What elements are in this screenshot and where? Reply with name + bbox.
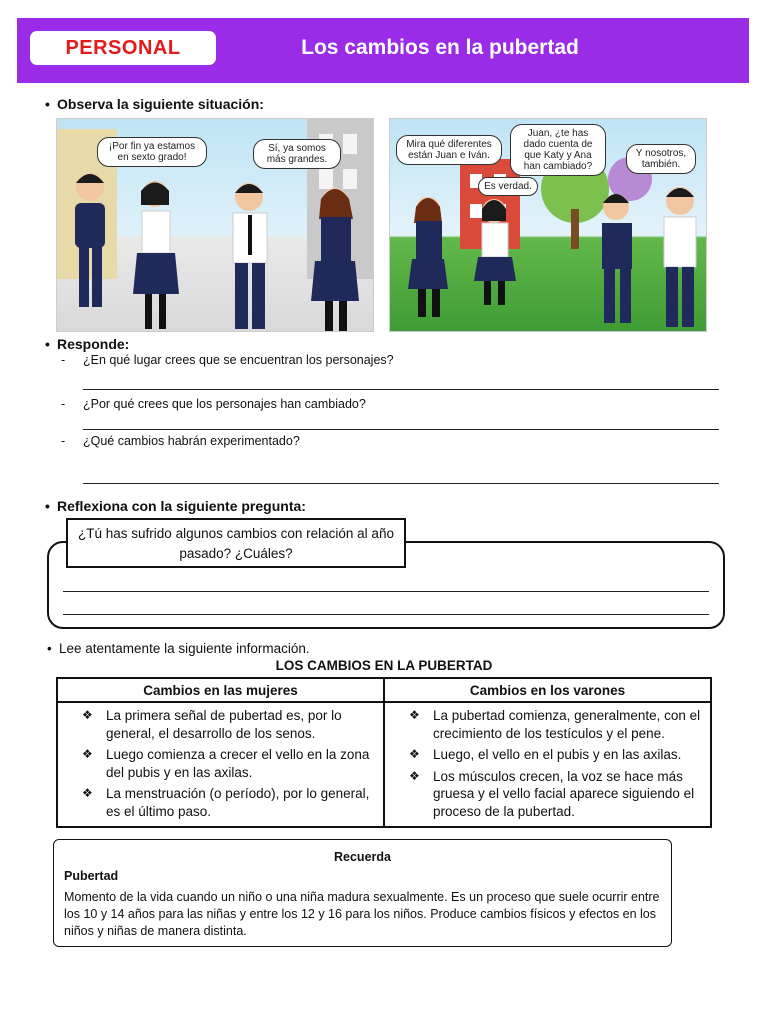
column-header-mujeres: Cambios en las mujeres	[57, 678, 384, 702]
question-2: ¿Por qué crees que los personajes han cambiado?	[83, 397, 366, 411]
recuerda-term: Pubertad	[64, 869, 119, 883]
dash-marker: -	[61, 397, 66, 411]
list-item: ❖ Luego comienza a crecer el vello en la zona del pubis y en las axilas.	[82, 747, 370, 780]
varones-list	[389, 707, 706, 820]
question-3: ¿Qué cambios habrán experimentado?	[83, 434, 300, 448]
reflection-line-2[interactable]	[63, 614, 709, 615]
comic-panel-2	[389, 118, 707, 332]
list-item: ❖ La menstruación (o período), por lo general, es el último paso.	[82, 786, 370, 819]
answer-line-3[interactable]	[83, 483, 719, 484]
speech-bubble: Es verdad.	[478, 177, 538, 196]
recuerda-definition: Momento de la vida cuando un niño o una niña madura sexualmente. Es un proceso que suele ocurrir entre los 10 y 14 años para las niñas y entre los 12 y 16 para los niños. Produce cambios físicos y efectos en los niños y niñas de manera distinta.	[64, 890, 660, 938]
diamond-bullet-icon: ❖	[409, 708, 420, 722]
varones-cell	[384, 702, 711, 827]
info-title: LOS CAMBIOS EN LA PUBERTAD	[275, 658, 493, 673]
recuerda-box	[53, 839, 672, 947]
diamond-bullet-icon: ❖	[82, 786, 93, 800]
bullet-dot-icon: •	[45, 498, 50, 514]
list-item: ❖ La primera señal de pubertad es, por lo general, el desarrollo de los senos.	[82, 708, 342, 741]
reflection-question: ¿Tú has sufrido algunos cambios con relación al año pasado? ¿Cuáles?	[66, 518, 406, 568]
list-item: ❖ La pubertad comienza, generalmente, con el crecimiento de los testículos y el pene.	[409, 708, 701, 741]
bullet-dot-icon: •	[45, 336, 50, 352]
diamond-bullet-icon: ❖	[409, 768, 420, 783]
diamond-bullet-icon: ❖	[82, 747, 93, 761]
mujeres-cell	[57, 702, 384, 827]
diamond-bullet-icon: ❖	[82, 708, 93, 722]
info-intro: • Lee atentamente la siguiente información.	[47, 641, 310, 656]
speech-bubble: Mira qué diferentes están Juan e Iván.	[396, 135, 502, 165]
answer-line-2[interactable]	[83, 429, 719, 430]
observa-heading: • Observa la siguiente situación:	[45, 96, 264, 112]
speech-bubble: ¡Por fin ya estamos en sexto grado!	[97, 137, 207, 167]
reflection-line-1[interactable]	[63, 591, 709, 592]
bullet-dot-icon: •	[45, 96, 50, 112]
list-item: ❖ Luego, el vello en el pubis y en las axilas.	[409, 747, 682, 762]
answer-line-1[interactable]	[83, 389, 719, 390]
mujeres-list	[62, 707, 379, 820]
comic-panel-1	[56, 118, 374, 332]
speech-bubble: Sí, ya somos más grandes.	[253, 139, 341, 169]
speech-bubble: Juan, ¿te has dado cuenta de que Katy y Ana han cambiado?	[510, 124, 606, 176]
question-1: ¿En qué lugar crees que se encuentran los personajes?	[83, 353, 394, 367]
column-header-varones: Cambios en los varones	[384, 678, 711, 702]
dash-marker: -	[61, 353, 66, 367]
responde-heading: • Responde:	[45, 336, 130, 352]
reflexiona-heading: • Reflexiona con la siguiente pregunta:	[45, 498, 306, 514]
diamond-bullet-icon: ❖	[409, 747, 420, 761]
speech-bubble: Y nosotros, también.	[626, 144, 696, 174]
personal-badge: PERSONAL	[30, 31, 216, 65]
dash-marker: -	[61, 434, 66, 448]
bullet-dot-icon: •	[47, 641, 52, 656]
page-title: Los cambios en la pubertad	[301, 36, 579, 59]
changes-table	[56, 677, 712, 828]
list-item: ❖ Los músculos crecen, la voz se hace más gruesa y el vello facial aparece siguiendo el proceso de la pubertad.	[409, 768, 695, 819]
recuerda-title: Recuerda	[334, 850, 391, 864]
